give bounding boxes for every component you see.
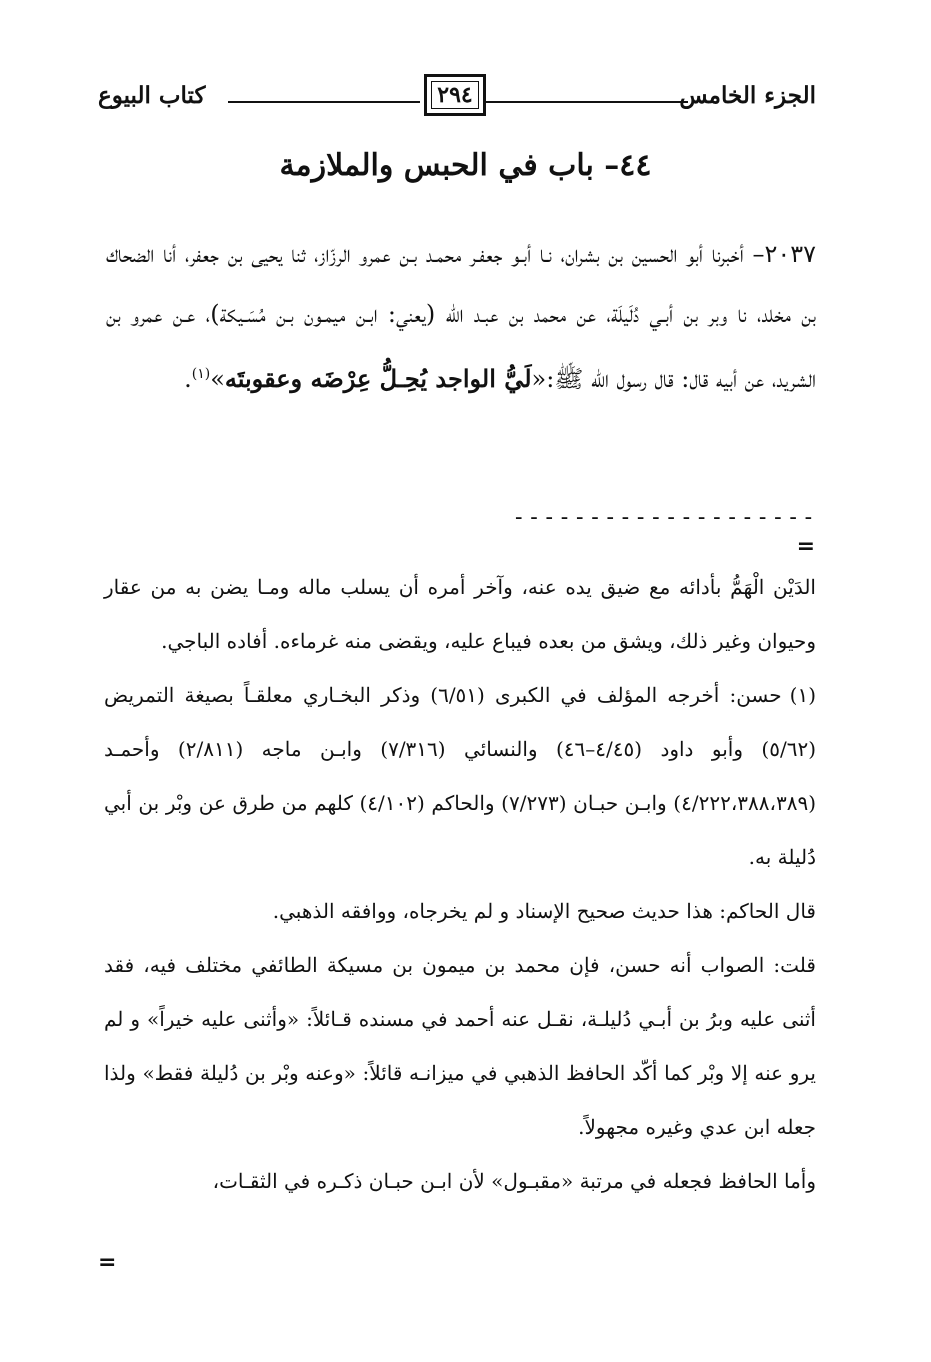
page-number: ٢٩٤ bbox=[424, 74, 486, 116]
hadith-paragraph bbox=[106, 224, 816, 409]
note-hakim: قال الحاكم: هذا حديث صحيح الإسناد و لم يخرجاه، ووافقه الذهبي. bbox=[272, 899, 816, 923]
hadith-end: . bbox=[184, 365, 192, 393]
header-rule-left bbox=[228, 101, 420, 103]
header-rule-right bbox=[483, 101, 688, 103]
note-last: وأما الحافظ فجعله في مرتبة «مقبـول» لأن ابـن حبـان ذكـره في الثقـات، bbox=[212, 1169, 816, 1193]
volume-label: الجزء الخامس bbox=[679, 82, 816, 109]
hadith-matn: لَيُّ الواجد يُحِـلُّ عِرْضَه وعقوبتَه bbox=[224, 364, 532, 393]
footnote-ref: (١) bbox=[191, 366, 211, 382]
footnote-1-number: (١) bbox=[789, 683, 816, 707]
hadith-text bbox=[106, 224, 816, 409]
continuation-mark-bottom: = bbox=[98, 1250, 117, 1275]
footnote-separator: -------------------- bbox=[512, 505, 817, 530]
footnote-1-text: حسن: أخرجه المؤلف في الكبرى (٦/٥١) وذكر البخـاري معلقـاً بصيغة التمريض (٥/٦٢) وأبو داود (٤/٤٥–٤٦) والنسائي (٧/٣١٦) وابـن ماجه (٢/٨١١) وأحمـد (٤/٢٢٢،٣٨٨،٣٨٩) وابـن حبـان (٧/٢٧٣) والحاكم (٤/١٠٢) كلهم من طرق عن وبْر بن أبي دُليلة به. bbox=[104, 683, 817, 869]
continuation-mark-top: = bbox=[796, 534, 815, 559]
note-carry-over: الدَيْن الْهَمُّ بأدائه مع ضيق يده عنه، وآخر أمره أن يسلب ماله ومـا يضن به من عقار وحيوان وغير ذلك، ويشق من بعده فيباع عليه، ويقضى منه غرماءه. أفاده الباجي. bbox=[104, 575, 816, 653]
footnote-1 bbox=[104, 668, 816, 884]
hadith-isnad: أخبرنا أبو الحسين بن بشران، نـا أبـو جعفـر محمـد بـن عمرو الرزّاز، ثنا يحيى بن جعفر، أنا الضحاك بن مخلد، نا وبر بن أبـي دُلَيلَة، عن محمد بن عبـد الله (يعني: ابـن ميمـون بـن مُسَـيكة)، عـن عمرو بن الشريد، عن أبيه قال: قال رسول الله ﷺ:« bbox=[106, 240, 816, 393]
running-header bbox=[98, 68, 816, 130]
hadith-number: ٢٠٣٧– bbox=[752, 240, 816, 268]
hadith-quote-close: » bbox=[210, 365, 225, 393]
chapter-title: ٤٤– باب في الحبس والملازمة bbox=[279, 148, 652, 183]
footnotes bbox=[104, 560, 816, 1208]
book-label: كتاب البيوع bbox=[98, 82, 206, 109]
note-qultu: قلت: الصواب أنه حسن، فإن محمد بن ميمون بن مسيكة الطائفي مختلف فيه، فقد أثنى عليه وبرُ بن أبـي دُليلـة، نقـل عنه أحمد في مسنده قـائلاً: «وأثنى عليه خيراً» و لم يرو عنه إلا وبْر كما أكّد الحافظ الذهبي في ميزانـه قائلاً: «وعنه وبْر بن دُليلة فقط» ولذا جعله ابن عدي وغيره مجهولاً. bbox=[104, 953, 816, 1139]
